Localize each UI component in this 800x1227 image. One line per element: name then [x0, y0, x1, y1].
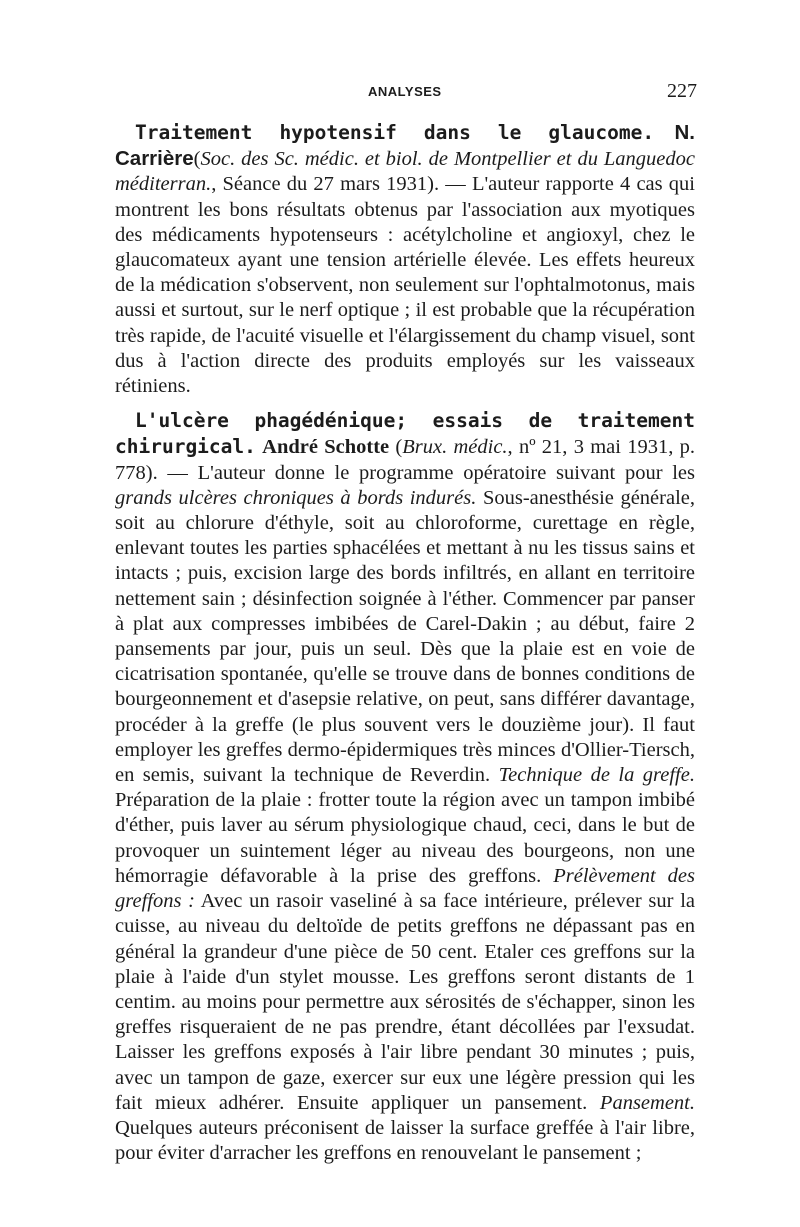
article-title: L'ulcère phagédénique; essais de traitement chirurgical.: [115, 409, 695, 459]
article-intro-italic: grands ulcères chroniques à bords indurés.: [115, 486, 477, 509]
page-content: [115, 120, 695, 1166]
article-author: André Schotte: [262, 436, 390, 459]
article-source: Brux. médic.: [402, 436, 508, 459]
article-author: N. Carrière: [115, 121, 695, 171]
article-body: — L'auteur rapporte 4 cas qui montrent les bons résultats obtenus par l'association aux myotiques des médicaments hypotenseurs : acétylcholine et angioxyl, chez le glaucomateux ayant une tension artérielle élevée. Les effets heureux de la médication s'observent, non seulement sur l'ophtalmotonus, mais aussi et surtout, sur le nerf optique ; il est probable que la récupération très rapide, de l'acuité visuelle et l'élargissement du champ visuel, sont dus à l'action directe des produits employés sur les vaisseaux rétiniens.: [115, 173, 695, 398]
source-open: (: [389, 436, 403, 459]
article-glaucome: [115, 120, 695, 399]
article-source: Soc. des Sc. médic. et biol. de Montpellier et du Languedoc méditerran.: [115, 148, 695, 196]
section-heading: Technique de la greffe.: [498, 764, 695, 787]
article-body: Avec un rasoir vaseliné à sa face intérieure, prélever sur la cuisse, au niveau du deltoïde de petits greffons ne dépassant pas en général la grandeur d'une pièce de 50 cent. Etaler ces greffons sur la plaie à l'aide d'un stylet mousse. Les greffons seront distants de 1 centim. au moins pour permettre aux sérosités de s'échapper, sinon les greffes risqueraient de ne pas prendre, étant décollées par l'exsudat. Laisser les greffons exposés à l'air libre pendant 30 minutes ; puis, avec un tampon de gaze, exercer sur eux une légère pression qui les fait mieux adhérer. Ensuite appliquer un pansement.: [115, 890, 695, 1114]
article-body: Quelques auteurs préconisent de laisser la surface greffée à l'air libre, pour éviter d'arracher les greffons en renouvelant le pansement ;: [115, 1116, 695, 1165]
article-citation: , nº 21, 3 mai 1931, p. 778).: [115, 436, 695, 484]
article-ulcere: [115, 408, 695, 1166]
page-header: [0, 82, 800, 106]
page-number: 227: [667, 80, 697, 102]
article-body: Préparation de la plaie : frotter toute la région avec un tampon imbibé d'éther, puis laver au sérum physiologique chaud, ceci, dans le but de provoquer un suintement léger au niveau des bourgeons, non une hémorragie défavorable à la prise des greffons.: [115, 789, 695, 887]
article-title: Traitement hypotensif dans le glaucome.: [135, 121, 655, 144]
section-heading: Pansement.: [599, 1091, 695, 1114]
running-title: ANALYSES: [368, 84, 442, 99]
source-open: (: [193, 148, 201, 171]
section-heading: Prélèvement des greffons :: [115, 864, 695, 913]
article-body: Sous-anesthésie générale, soit au chlorure d'éthyle, soit au chloroforme, curettage en règle, enlevant toutes les parties sphacélées et mettant à nu les tissus sains et intacts ; puis, excision large des bords infiltrés, en allant en territoire nettement sain ; désinfection soignée à l'éther. Commencer par panser à plat aux compresses imbibées de Carel-Dakin ; au début, faire 2 pansements par jour, puis un seul. Dès que la plaie est en voie de cicatrisation spontanée, qu'elle se trouve dans de bonnes conditions de bourgeonnement et d'asepsie relative, on peut, sans différer davantage, procéder à la greffe (le plus souvent vers le douzième jour). Il faut employer les greffes dermo-épidermiques très minces d'Ollier-Tiersch, en semis, suivant la technique de Reverdin.: [115, 486, 695, 787]
article-intro: — L'auteur donne le programme opératoire suivant pour les: [157, 461, 695, 484]
article-citation: , Séance du 27 mars 1931).: [211, 173, 440, 196]
